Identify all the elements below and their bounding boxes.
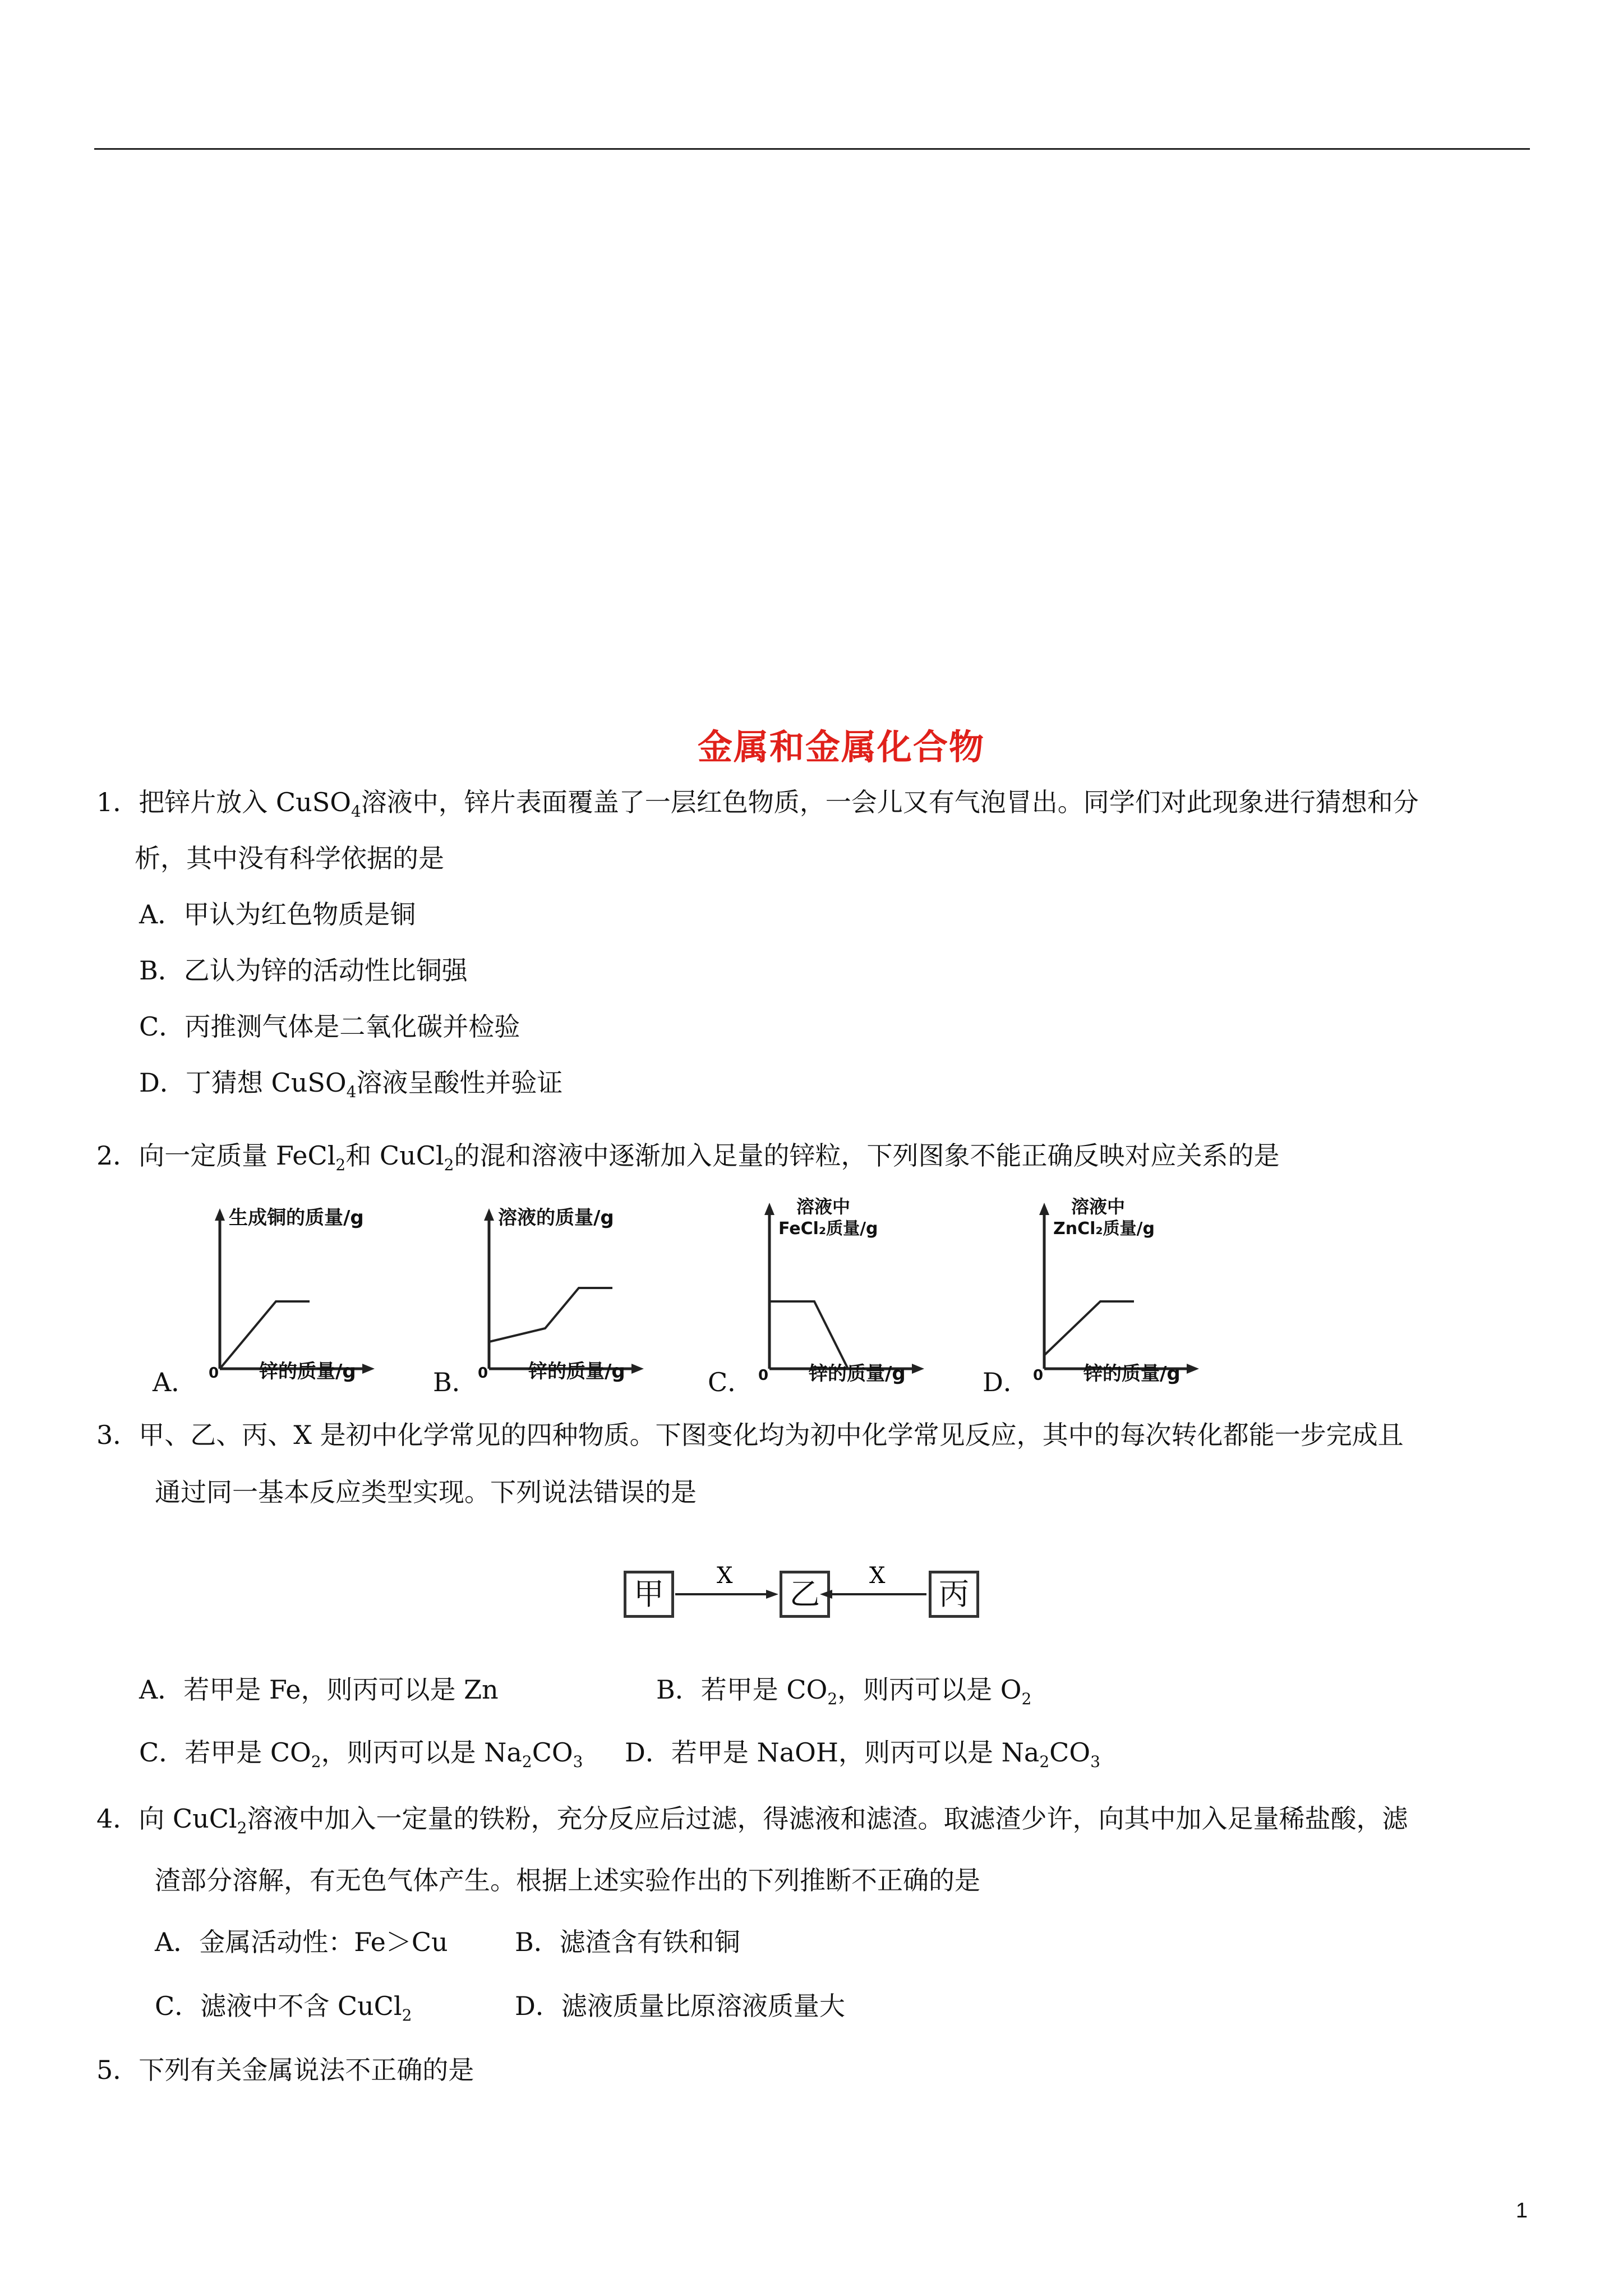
q3-stem-line1: 3．甲、乙、丙、X 是初中化学常见的四种物质。下图变化均为初中化学常见反应，其中的每次转化都能一步完成且	[96, 1420, 1404, 1450]
y-axis	[764, 1203, 774, 1369]
q3-option-b: B．若甲是 $CO_2$，则丙可以是 $O_2$	[656, 1674, 1032, 1708]
x-axis-label: 锌的质量/g	[1083, 1363, 1181, 1385]
y-axis-label-line1: 溶液中	[1071, 1196, 1126, 1217]
arrow-jia-to-yi	[675, 1590, 778, 1599]
y-axis-label-line2: FeCl₂质量/g	[778, 1219, 878, 1239]
q2-chart-b-label: B．	[433, 1367, 478, 1397]
data-line	[220, 1301, 310, 1369]
arrow-bing-to-yi	[820, 1590, 926, 1599]
y-axis-label: 溶液的质量/g	[498, 1207, 614, 1229]
box-bing: 丙	[929, 1571, 979, 1618]
x-axis-label: 锌的质量/g	[259, 1360, 356, 1383]
arrow2-label: X	[869, 1565, 886, 1589]
y-axis	[484, 1208, 494, 1369]
y-axis-label: 生成铜的质量/g	[229, 1207, 364, 1229]
q1-stem-line2: 析，其中没有科学依据的是	[135, 843, 444, 873]
q4-option-a: A．金属活动性：Fe＞Cu	[155, 1927, 448, 1957]
q3-stem-line2: 通过同一基本反应类型实现。下列说法错误的是	[155, 1477, 697, 1507]
q2-stem: 2．向一定质量 FeCl$_2$和 CuCl$_2$的混和溶液中逐渐加入足量的锌粒，下列图象不能正确反映对应关系的是	[96, 1140, 1280, 1174]
y-axis-label-line1: 溶液中	[796, 1196, 851, 1217]
q2-chart-d-label: D．	[983, 1367, 1029, 1397]
q1-option-d: D．丁猜想 CuSO$_4$溶液呈酸性并验证	[139, 1068, 563, 1101]
q4-stem-line1: 4．向 CuCl$_2$溶液中加入一定量的铁粉，充分反应后过滤，得滤液和滤渣。取滤渣少许，向其中加入足量稀盐酸，滤	[96, 1803, 1408, 1837]
data-line	[489, 1288, 612, 1342]
q2-chart-b	[465, 1200, 656, 1386]
q2-chart-a-label: A．	[153, 1367, 197, 1397]
q5-stem: 5．下列有关金属说法不正确的是	[96, 2055, 474, 2085]
q1-option-c: C．丙推测气体是二氧化碳并检验	[139, 1011, 520, 1042]
y-axis-label-line2: ZnCl₂质量/g	[1053, 1219, 1155, 1239]
q1-stem-line1: 1．把锌片放入 CuSO$_4$溶液中，锌片表面覆盖了一层红色物质，一会儿又有气泡冒出。同学们对此现象进行猜想和分	[96, 787, 1419, 821]
q4-stem-line2: 渣部分溶解，有无色气体产生。根据上述实验作出的下列推断不正确的是	[155, 1865, 980, 1895]
page-number: 1	[1515, 2199, 1528, 2223]
q1-option-a: A．甲认为红色物质是铜	[139, 899, 416, 930]
q2-chart-d	[1021, 1195, 1211, 1386]
q2-chart-a	[196, 1200, 387, 1386]
origin-label: 0	[209, 1365, 219, 1382]
data-line	[1044, 1301, 1134, 1355]
box-jia: 甲	[624, 1571, 674, 1618]
document-title: 金属和金属化合物	[697, 726, 985, 767]
q3-option-d: D．若甲是 NaOH，则丙可以是 $Na_2CO_3$	[625, 1737, 1100, 1771]
q3-option-a: A．若甲是 Fe，则丙可以是 Zn	[139, 1674, 499, 1705]
data-line	[769, 1301, 848, 1369]
origin-label: 0	[478, 1365, 488, 1382]
y-axis	[215, 1208, 225, 1369]
x-axis-label: 锌的质量/g	[528, 1360, 625, 1383]
q4-option-c: C．滤液中不含 CuCl$_2$	[155, 1991, 412, 2024]
q4-option-b: B．滤渣含有铁和铜	[515, 1927, 740, 1957]
q2-chart-c-label: C．	[708, 1367, 754, 1397]
y-axis	[1039, 1203, 1049, 1369]
q3-arrows	[673, 1565, 931, 1621]
q3-option-c: C．若甲是 $CO_2$，则丙可以是 $Na_2CO_3$	[139, 1737, 583, 1771]
origin-label: 0	[1033, 1367, 1044, 1384]
arrow1-label: X	[717, 1565, 733, 1589]
q1-option-b: B．乙认为锌的活动性比铜强	[139, 955, 468, 986]
x-axis-label: 锌的质量/g	[809, 1363, 906, 1385]
origin-label: 0	[758, 1367, 769, 1384]
header-rule	[94, 148, 1530, 150]
box-yi: 乙	[780, 1571, 830, 1618]
q2-chart-c	[746, 1195, 937, 1386]
q4-option-d: D．滤液质量比原溶液质量大	[515, 1991, 845, 2021]
